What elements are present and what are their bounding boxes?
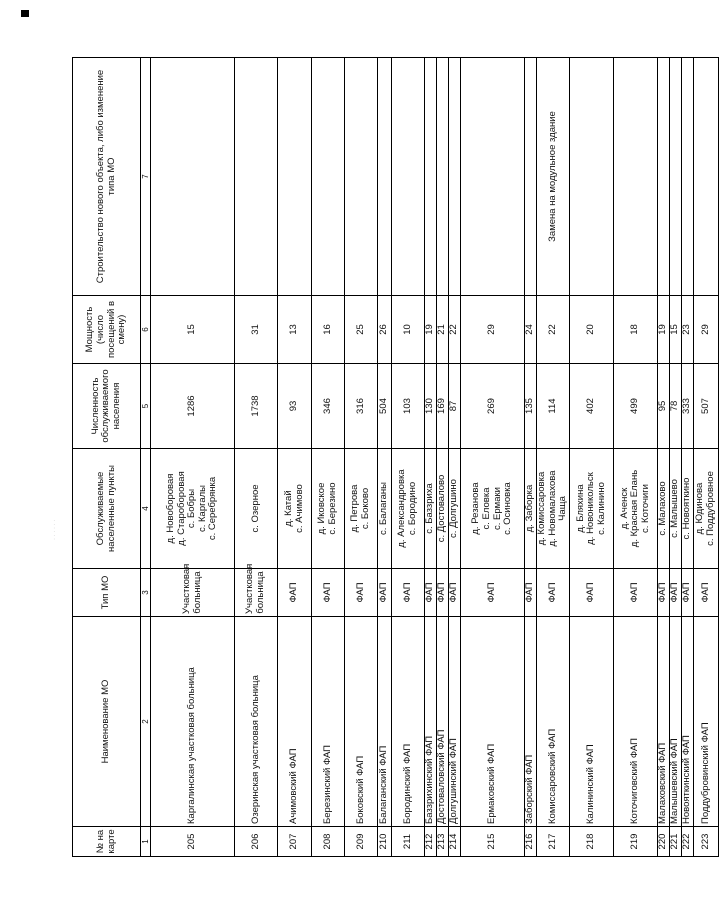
header-capacity: Мощность (число посещений в смену) — [73, 296, 141, 364]
settlement: с. Коточиги — [639, 484, 651, 533]
col-number: 3 — [141, 569, 151, 617]
settlement: с. Ермаки — [491, 487, 503, 530]
settlement: с. Долгушино — [448, 479, 460, 538]
cell-capacity: 19 — [425, 296, 437, 364]
settlement: д. Резанова — [470, 482, 482, 535]
scan-speckles: · · · · · · — [52, 519, 58, 540]
cell-type: ФАП — [682, 569, 694, 617]
settlement: д. Юдинова — [694, 482, 706, 535]
cell-name: Комиссаровский ФАП — [537, 617, 570, 827]
cell-population: 504 — [378, 364, 392, 449]
cell-num: 207 — [278, 827, 312, 857]
cell-population: 346 — [312, 364, 345, 449]
cell-name: Калининский ФАП — [570, 617, 614, 827]
cell-population: 87 — [449, 364, 461, 449]
cell-settlements — [437, 449, 449, 569]
cell-num: 212 — [425, 827, 437, 857]
cell-settlements — [570, 449, 614, 569]
cell-construction — [437, 58, 449, 296]
medical-facilities-table — [72, 57, 719, 857]
cell-capacity: 23 — [682, 296, 694, 364]
header-settlements: Обслуживаемые населенные пункты — [73, 449, 141, 569]
table-header — [73, 58, 141, 857]
cell-num: 206 — [235, 827, 278, 857]
cell-num: 208 — [312, 827, 345, 857]
table-row — [658, 58, 670, 857]
cell-settlements — [425, 449, 437, 569]
settlement: с. Боково — [360, 487, 371, 530]
table-row — [461, 58, 525, 857]
cell-population: 269 — [461, 364, 525, 449]
cell-population: 507 — [694, 364, 719, 449]
cell-population: 1286 — [151, 364, 235, 449]
cell-population: 135 — [525, 364, 537, 449]
cell-capacity: 20 — [570, 296, 614, 364]
cell-name: Малышевский ФАП — [670, 617, 682, 827]
cell-num: 217 — [537, 827, 570, 857]
cell-num: 211 — [392, 827, 425, 857]
table-row — [278, 58, 312, 857]
cell-type: ФАП — [694, 569, 719, 617]
cell-construction — [312, 58, 345, 296]
cell-settlements — [658, 449, 670, 569]
cell-name: Ачимовский ФАП — [278, 617, 312, 827]
cell-construction — [461, 58, 525, 296]
cell-construction — [525, 58, 537, 296]
cell-capacity: 31 — [235, 296, 278, 364]
settlement: д. Иковское — [316, 482, 328, 535]
cell-type: ФАП — [570, 569, 614, 617]
rotated-page — [72, 58, 716, 857]
cell-name: Достоваловский ФАП — [437, 617, 449, 827]
table-row — [345, 58, 378, 857]
cell-name: Бородинский ФАП — [392, 617, 425, 827]
cell-capacity: 15 — [151, 296, 235, 364]
cell-population: 316 — [345, 364, 378, 449]
settlement: с. Ачимово — [293, 484, 305, 533]
cell-construction — [425, 58, 437, 296]
cell-settlements — [461, 449, 525, 569]
settlement: с. Бобры — [186, 488, 198, 529]
cell-settlements — [525, 449, 537, 569]
settlement: с. Озерное — [249, 484, 261, 533]
table-row — [570, 58, 614, 857]
table-row — [449, 58, 461, 857]
cell-num: 210 — [378, 827, 392, 857]
cell-settlements — [312, 449, 345, 569]
cell-settlements — [235, 449, 278, 569]
table-row — [614, 58, 658, 857]
cell-construction — [682, 58, 694, 296]
cell-num: 214 — [449, 827, 461, 857]
cell-name: Заборский ФАП — [525, 617, 537, 827]
cell-num: 215 — [461, 827, 525, 857]
settlement: д. Староборовая — [175, 471, 187, 546]
cell-population: 114 — [537, 364, 570, 449]
cell-name: Коточиговский ФАП — [614, 617, 658, 827]
settlement: д. Новомалахова — [546, 470, 558, 547]
cell-type: ФАП — [614, 569, 658, 617]
cell-settlements — [537, 449, 570, 569]
table-row — [151, 58, 235, 857]
cell-capacity: 19 — [658, 296, 670, 364]
cell-type: ФАП — [525, 569, 537, 617]
cell-construction — [670, 58, 682, 296]
table-row — [437, 58, 449, 857]
col-number: 5 — [141, 364, 151, 449]
cell-type: ФАП — [449, 569, 461, 617]
header-construction: Строительство нового объекта, либо изменение типа МО — [73, 58, 141, 296]
cell-population: 1738 — [235, 364, 278, 449]
cell-population: 130 — [425, 364, 437, 449]
cell-capacity: 29 — [694, 296, 719, 364]
cell-settlements — [392, 449, 425, 569]
cell-population: 402 — [570, 364, 614, 449]
cell-population: 93 — [278, 364, 312, 449]
cell-name: Березинский ФАП — [312, 617, 345, 827]
cell-num: 223 — [694, 827, 719, 857]
cell-capacity: 22 — [537, 296, 570, 364]
col-number: 7 — [141, 58, 151, 296]
cell-name: Каргалинская участковая больница — [151, 617, 235, 827]
settlement: д. Красная Елань — [629, 469, 641, 548]
cell-type: ФАП — [278, 569, 312, 617]
table-row — [378, 58, 392, 857]
cell-settlements — [682, 449, 694, 569]
settlement: д. Петрова — [349, 484, 361, 533]
cell-capacity: 25 — [345, 296, 378, 364]
cell-type: ФАП — [670, 569, 682, 617]
cell-type: ФАП — [378, 569, 392, 617]
cell-num: 220 — [658, 827, 670, 857]
cell-name: Малаховский ФАП — [658, 617, 670, 827]
settlement: д. Александровка — [396, 469, 408, 548]
cell-population: 499 — [614, 364, 658, 449]
settlement: Чаща — [557, 496, 569, 521]
settlement: д. Бляхина — [574, 484, 586, 533]
col-number: 2 — [141, 617, 151, 827]
cell-construction — [151, 58, 235, 296]
cell-construction — [392, 58, 425, 296]
cell-construction — [235, 58, 278, 296]
cell-population: 169 — [437, 364, 449, 449]
scan-mark — [21, 10, 29, 17]
cell-construction — [278, 58, 312, 296]
cell-construction — [449, 58, 461, 296]
settlement: с. Новояткино — [681, 477, 693, 540]
cell-population: 333 — [682, 364, 694, 449]
cell-type: ФАП — [392, 569, 425, 617]
cell-capacity: 24 — [525, 296, 537, 364]
settlement: д. Новоборовая — [164, 473, 176, 544]
cell-capacity: 26 — [378, 296, 392, 364]
cell-type: Участковая больница — [235, 569, 278, 617]
cell-population: 103 — [392, 364, 425, 449]
table-row — [425, 58, 437, 857]
settlement: с. Еловка — [480, 487, 492, 530]
cell-capacity: 22 — [449, 296, 461, 364]
cell-name: Долгушинский ФАП — [449, 617, 461, 827]
cell-settlements — [378, 449, 392, 569]
col-number: 1 — [141, 827, 151, 857]
cell-type: ФАП — [312, 569, 345, 617]
cell-settlements — [449, 449, 461, 569]
cell-settlements — [694, 449, 719, 569]
cell-name: Поддубровинский ФАП — [694, 617, 719, 827]
table-row — [525, 58, 537, 857]
cell-settlements — [278, 449, 312, 569]
settlement: с. Серебрянка — [207, 476, 219, 541]
settlement: с. Баззриха — [424, 483, 436, 534]
col-number: 6 — [141, 296, 151, 364]
settlement: с. Малахово — [657, 481, 669, 536]
cell-capacity: 21 — [437, 296, 449, 364]
cell-name: Баззрихинский ФАП — [425, 617, 437, 827]
cell-name: Озеринская участковая больница — [235, 617, 278, 827]
table-row — [312, 58, 345, 857]
settlement: с. Березино — [327, 482, 338, 535]
settlement: д. Аченск — [618, 487, 630, 530]
cell-name: Ермаковский ФАП — [461, 617, 525, 827]
header-name: Наименование МО — [73, 617, 141, 827]
cell-type: Участковая больница — [151, 569, 235, 617]
cell-num: 219 — [614, 827, 658, 857]
settlement: с. Бородино — [407, 481, 418, 536]
cell-type: ФАП — [437, 569, 449, 617]
column-numbers-row — [141, 58, 151, 857]
settlement: д. Комиссаровка — [536, 471, 548, 546]
cell-settlements — [345, 449, 378, 569]
cell-construction — [658, 58, 670, 296]
cell-settlements — [151, 449, 235, 569]
cell-capacity: 10 — [392, 296, 425, 364]
table-row — [682, 58, 694, 857]
settlement: с. Каргалы — [196, 484, 208, 533]
cell-population: 78 — [670, 364, 682, 449]
table-row — [537, 58, 570, 857]
settlement: с. Малышево — [669, 479, 681, 538]
header-num: № на карте — [73, 827, 141, 857]
table-row — [670, 58, 682, 857]
cell-settlements — [670, 449, 682, 569]
cell-num: 222 — [682, 827, 694, 857]
header-population: Численность обслуживаемого населения — [73, 364, 141, 449]
cell-capacity: 16 — [312, 296, 345, 364]
cell-construction — [570, 58, 614, 296]
cell-num: 205 — [151, 827, 235, 857]
table-row — [235, 58, 278, 857]
settlement: с. Осиновка — [502, 482, 514, 535]
cell-name: Новояткинский ФАП — [682, 617, 694, 827]
col-number: 4 — [141, 449, 151, 569]
cell-num: 216 — [525, 827, 537, 857]
cell-capacity: 15 — [670, 296, 682, 364]
cell-num: 221 — [670, 827, 682, 857]
cell-construction — [378, 58, 392, 296]
cell-type: ФАП — [461, 569, 525, 617]
cell-population: 95 — [658, 364, 670, 449]
cell-construction — [694, 58, 719, 296]
settlement: д. Заборка — [524, 484, 536, 533]
cell-name: Балаганский ФАП — [378, 617, 392, 827]
cell-construction — [345, 58, 378, 296]
cell-capacity: 18 — [614, 296, 658, 364]
header-type: Тип МО — [73, 569, 141, 617]
cell-type: ФАП — [658, 569, 670, 617]
settlement: с. Поддубровное — [705, 471, 716, 546]
settlement: с. Калинино — [595, 482, 607, 535]
settlement: с. Достовалово — [436, 474, 448, 543]
cell-type: ФАП — [537, 569, 570, 617]
cell-settlements — [614, 449, 658, 569]
cell-capacity: 13 — [278, 296, 312, 364]
cell-type: ФАП — [425, 569, 437, 617]
settlement: д. Катай — [282, 490, 294, 527]
settlement: с. Балаганы — [378, 482, 390, 535]
cell-construction: Замена на модульное здание — [537, 58, 570, 296]
cell-num: 218 — [570, 827, 614, 857]
cell-num: 209 — [345, 827, 378, 857]
table-row — [694, 58, 719, 857]
cell-construction — [614, 58, 658, 296]
table-row — [392, 58, 425, 857]
cell-type: ФАП — [345, 569, 378, 617]
cell-capacity: 29 — [461, 296, 525, 364]
cell-num: 213 — [437, 827, 449, 857]
cell-name: Боковский ФАП — [345, 617, 378, 827]
table-body — [151, 58, 719, 857]
settlement: д. Новоникольск — [585, 472, 597, 545]
